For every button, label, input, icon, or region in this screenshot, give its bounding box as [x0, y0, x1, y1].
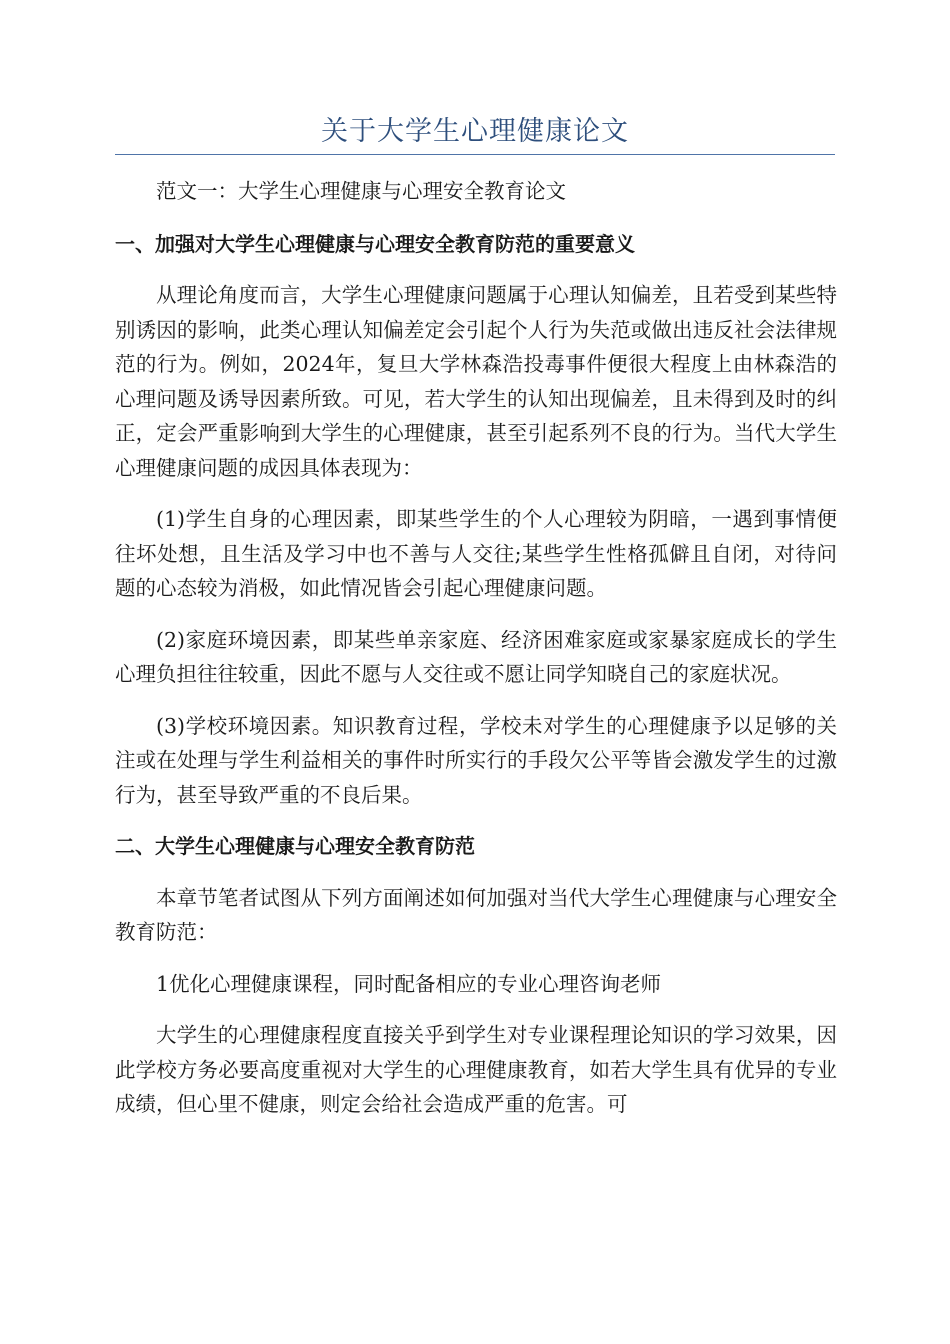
section-heading-1: 一、加强对大学生心理健康与心理安全教育防范的重要意义	[115, 231, 635, 256]
document-title: 关于大学生心理健康论文	[321, 116, 629, 147]
title-underline	[115, 154, 835, 155]
section-heading-2: 二、大学生心理健康与心理安全教育防范	[115, 834, 475, 858]
subsection-title: 1优化心理健康课程，同时配备相应的专业心理咨询老师	[156, 971, 662, 996]
paragraph: 大学生的心理健康程度直接关乎到学生对专业课程理论知识的学习效果，因此学校方务必要高度重视对大学生的心理健康教育，如若大学生具有优异的专业成绩，但心里不健康，则定会给社会造成严重的危害。可	[115, 1023, 837, 1116]
document-body	[115, 174, 837, 1122]
paragraph: (2)家庭环境因素，即某些单亲家庭、经济困难家庭或家暴家庭成长的学生心理负担往往较重，因此不愿与人交往或不愿让同学知晓自己的家庭状况。	[115, 627, 837, 686]
paragraph: (1)学生自身的心理因素，即某些学生的个人心理较为阴暗，一遇到事情便往坏处想，且生活及学习中也不善与人交往;某些学生性格孤僻且自闭，对待问题的心态较为消极，如此情况皆会引起心理健康问题。	[115, 507, 837, 600]
paragraph: 从理论角度而言，大学生心理健康问题属于心理认知偏差，且若受到某些特别诱因的影响，此类心理认知偏差定会引起个人行为失范或做出违反社会法律规范的行为。例如，2024年，复旦大学林森浩投毒事件便很大程度上由林森浩的心理问题及诱导因素所致。可见，若大学生的认知出现偏差，且未得到及时的纠正，定会严重影响到大学生的心理健康，甚至引起系列不良的行为。当代大学生心理健康问题的成因具体表现为：	[115, 283, 837, 480]
document-subtitle: 范文一：大学生心理健康与心理安全教育论文	[156, 179, 566, 203]
paragraph: 本章节笔者试图从下列方面阐述如何加强对当代大学生心理健康与心理安全教育防范：	[115, 885, 837, 944]
paragraph: (3)学校环境因素。知识教育过程，学校未对学生的心理健康予以足够的关注或在处理与学生利益相关的事件时所实行的手段欠公平等皆会激发学生的过激行为，甚至导致严重的不良后果。	[115, 713, 837, 807]
